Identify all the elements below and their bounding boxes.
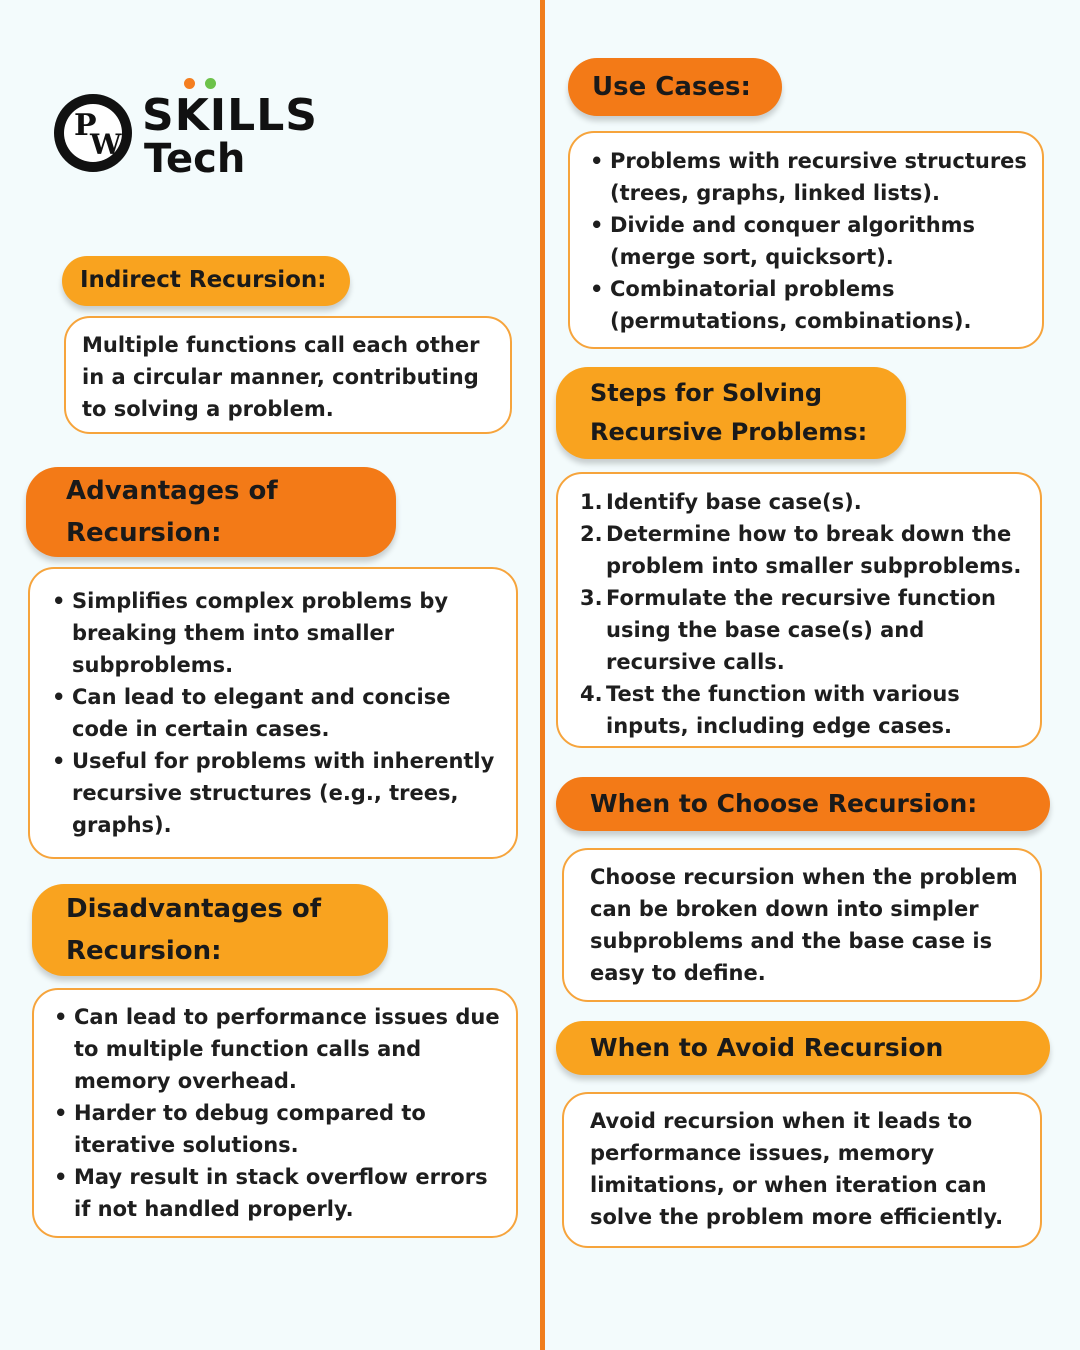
- list-item: [580, 678, 1030, 742]
- orange-dot-icon: [184, 78, 195, 89]
- indirect-recursion-heading: [62, 256, 350, 306]
- choose-recursion-card: [562, 848, 1042, 1002]
- list-item: • Can lead to performance issues due to multiple function calls and memory overhead.: [54, 1001, 502, 1097]
- step-text: Identify base case(s).: [606, 490, 862, 514]
- choose-recursion-heading: [556, 777, 1050, 831]
- list-item: • Harder to debug compared to iterative solutions.: [54, 1097, 502, 1161]
- steps-card: [556, 472, 1042, 748]
- list-item: • Simplifies complex problems by breaking them into smaller subproblems.: [52, 585, 496, 681]
- disadvantages-heading: [32, 884, 388, 976]
- choose-recursion-title: When to Choose Recursion:: [590, 788, 978, 818]
- list-item: • May result in stack overflow errors if not handled properly.: [54, 1161, 502, 1225]
- pw-monogram-icon: [54, 94, 132, 172]
- avoid-recursion-heading: [556, 1021, 1050, 1075]
- avoid-recursion-text: Avoid recursion when it leads to performance issues, memory limitations, or when iteration can solve the problem more efficiently.: [590, 1109, 1004, 1229]
- indirect-recursion-card: [64, 316, 512, 434]
- logo-monogram-w: W: [90, 128, 122, 161]
- avoid-recursion-title: When to Avoid Recursion: [590, 1032, 944, 1062]
- pw-skills-tech-logo: [54, 78, 334, 188]
- steps-title: Steps for Solving Recursive Problems:: [590, 379, 868, 446]
- logo-tech-text: Tech: [144, 136, 246, 182]
- step-number: 2.: [580, 522, 603, 546]
- list-item: • Problems with recursive structures (trees, graphs, linked lists).: [590, 145, 1028, 209]
- step-number: 3.: [580, 586, 603, 610]
- list-item: [580, 518, 1030, 582]
- step-text: Formulate the recursive function using the base case(s) and recursive calls.: [606, 586, 997, 674]
- list-item: • Can lead to elegant and concise code in certain cases.: [52, 681, 496, 745]
- list-item: [580, 486, 1030, 518]
- advantages-title: Advantages of Recursion:: [66, 475, 278, 548]
- use-cases-card: [568, 131, 1044, 349]
- step-text: Test the function with various inputs, including edge cases.: [606, 682, 960, 738]
- step-number: 1.: [580, 490, 603, 514]
- steps-heading: [556, 367, 906, 459]
- disadvantages-card: [32, 988, 518, 1238]
- list-item: • Divide and conquer algorithms (merge sort, quicksort).: [590, 209, 1028, 273]
- list-item: • Combinatorial problems (permutations, combinations).: [590, 273, 1028, 337]
- advantages-heading: [26, 467, 396, 557]
- green-dot-icon: [205, 78, 216, 89]
- logo-skills-text: SKILLS: [142, 90, 318, 141]
- step-text: Determine how to break down the problem into smaller subproblems.: [606, 522, 1022, 578]
- advantages-card: [28, 567, 518, 859]
- logo-monogram-p: P: [74, 108, 97, 143]
- disadvantages-title: Disadvantages of Recursion:: [66, 893, 322, 966]
- list-item: [580, 582, 1030, 678]
- choose-recursion-text: Choose recursion when the problem can be broken down into simpler subproblems and the base case is easy to define.: [590, 865, 1018, 985]
- list-item: • Useful for problems with inherently recursive structures (e.g., trees, graphs).: [52, 745, 496, 841]
- use-cases-title: Use Cases:: [592, 71, 751, 102]
- avoid-recursion-card: [562, 1092, 1042, 1248]
- indirect-recursion-title: Indirect Recursion:: [80, 267, 327, 294]
- indirect-recursion-text: Multiple functions call each other in a circular manner, contributing to solving a problem.: [82, 333, 480, 421]
- use-cases-heading: [568, 58, 782, 116]
- center-divider: [540, 0, 545, 1350]
- step-number: 4.: [580, 682, 603, 706]
